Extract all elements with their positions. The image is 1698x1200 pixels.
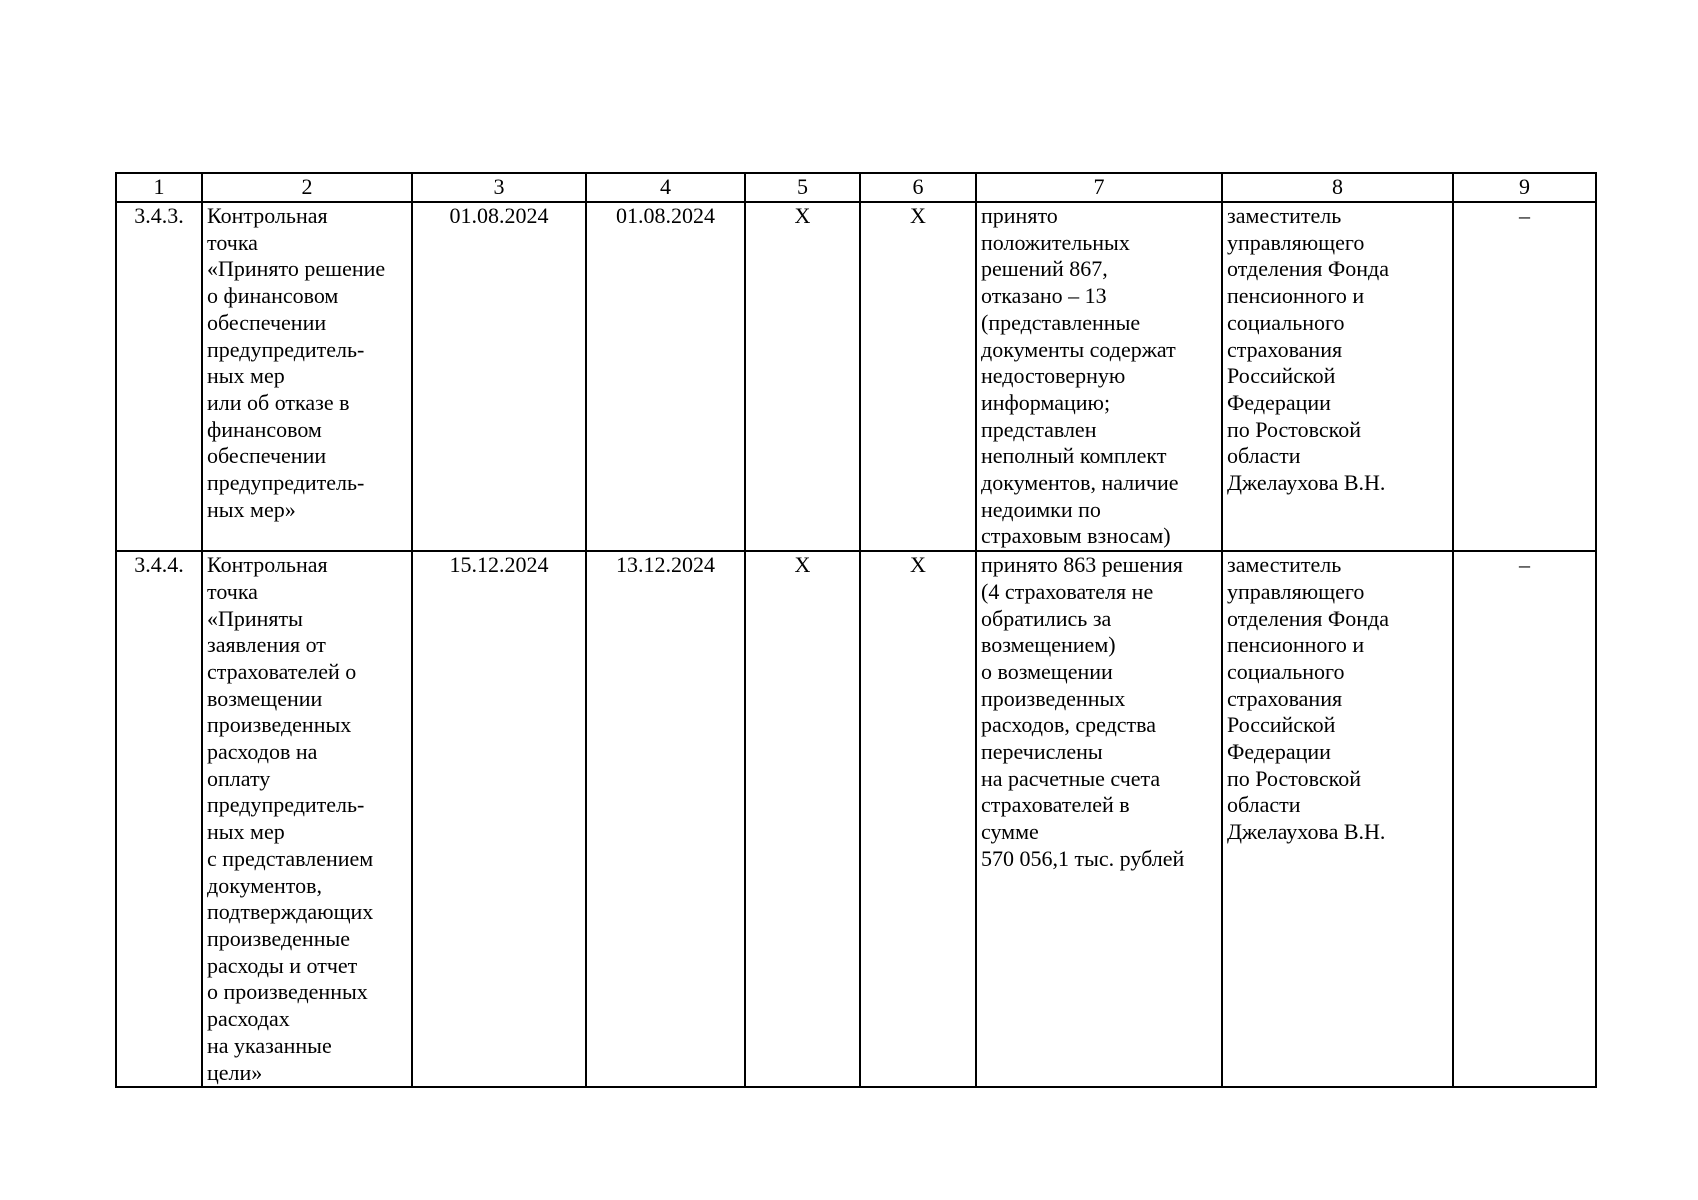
header-cell-5: 5: [745, 173, 860, 202]
row-date-plan: 15.12.2024: [412, 551, 586, 1087]
row-date-plan: 01.08.2024: [412, 202, 586, 551]
row-col5: X: [745, 202, 860, 551]
header-cell-9: 9: [1453, 173, 1596, 202]
row-number: 3.4.3.: [116, 202, 202, 551]
table-header-row: [116, 173, 1596, 202]
header-cell-2: 2: [202, 173, 412, 202]
row-responsible: заместитель управляющего отделения Фонда пенсионного и социального страхования Российской Федерации по Ростовской области Джелаухова В.Н.: [1222, 551, 1453, 1087]
row-col9: –: [1453, 551, 1596, 1087]
header-cell-6: 6: [860, 173, 976, 202]
row-responsible: заместитель управляющего отделения Фонда пенсионного и социального страхования Российской Федерации по Ростовской области Джелаухова В.Н.: [1222, 202, 1453, 551]
table-row: [116, 202, 1596, 551]
row-col5: X: [745, 551, 860, 1087]
row-col6: X: [860, 202, 976, 551]
header-cell-1: 1: [116, 173, 202, 202]
header-cell-4: 4: [586, 173, 745, 202]
row-result: принято 863 решения (4 страхователя не обратились за возмещением) о возмещении произведенных расходов, средства перечислены на расчетные счета страхователей в сумме 570 056,1 тыс. рублей: [976, 551, 1222, 1087]
row-result: принято положительных решений 867, отказано – 13 (представленные документы содержат недостоверную информацию; представлен неполный комплект документов, наличие недоимки по страховым взносам): [976, 202, 1222, 551]
row-col9: –: [1453, 202, 1596, 551]
header-cell-8: 8: [1222, 173, 1453, 202]
table-row: [116, 551, 1596, 1087]
row-name: Контрольная точка «Принято решение о финансовом обеспечении предупредитель- ных мер или об отказе в финансовом обеспечении предупредитель- ных мер»: [202, 202, 412, 551]
row-name: Контрольная точка «Приняты заявления от страхователей о возмещении произведенных расходов на оплату предупредитель- ных мер с представлением документов, подтверждающих произведенные расходы и отчет о произведенных расходах на указанные цели»: [202, 551, 412, 1087]
document-table: [115, 172, 1597, 1088]
row-number: 3.4.4.: [116, 551, 202, 1087]
header-cell-7: 7: [976, 173, 1222, 202]
row-date-fact: 01.08.2024: [586, 202, 745, 551]
row-col6: X: [860, 551, 976, 1087]
header-cell-3: 3: [412, 173, 586, 202]
row-date-fact: 13.12.2024: [586, 551, 745, 1087]
